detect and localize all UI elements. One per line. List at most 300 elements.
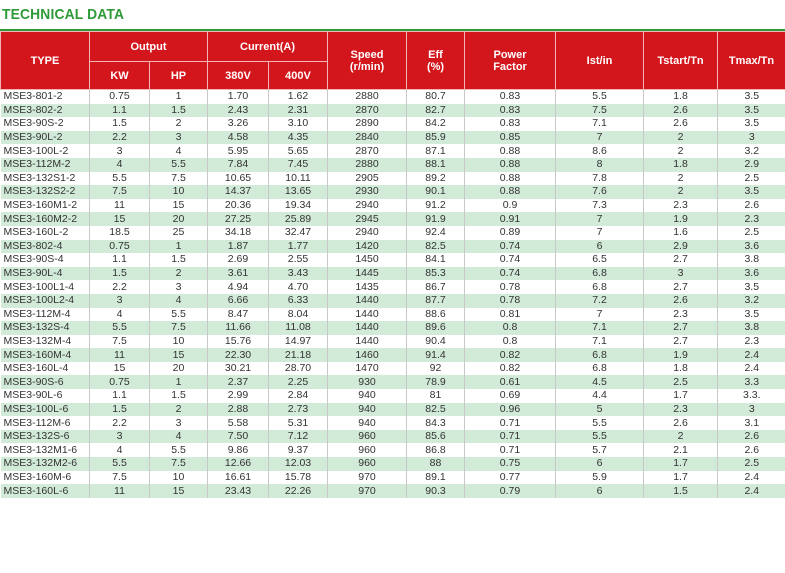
cell-speed: 2870 [328, 104, 407, 118]
cell-ist: 7.5 [556, 104, 644, 118]
cell-type: MSE3-132S-6 [1, 430, 90, 444]
cell-tstart: 1.9 [644, 212, 718, 226]
cell-current-400v: 3.10 [269, 117, 328, 131]
header-eff-line1: Eff [428, 48, 443, 61]
cell-current-380v: 4.58 [208, 131, 269, 145]
cell-current-380v: 2.88 [208, 403, 269, 417]
cell-power-factor: 0.89 [465, 226, 556, 240]
cell-tstart: 1.9 [644, 348, 718, 362]
cell-hp: 3 [150, 131, 208, 145]
cell-tmax: 2.5 [718, 457, 785, 471]
cell-hp: 25 [150, 226, 208, 240]
cell-current-380v: 7.50 [208, 430, 269, 444]
cell-current-380v: 2.37 [208, 375, 269, 389]
header-speed-line2: (r/min) [349, 60, 385, 73]
cell-ist: 4.5 [556, 375, 644, 389]
cell-power-factor: 0.78 [465, 280, 556, 294]
cell-tmax: 3.3 [718, 375, 785, 389]
cell-hp: 3 [150, 280, 208, 294]
cell-hp: 1 [150, 90, 208, 104]
cell-type: MSE3-112M-6 [1, 416, 90, 430]
cell-tmax: 3.5 [718, 308, 785, 322]
cell-tmax: 3.3. [718, 389, 785, 403]
cell-eff: 80.7 [407, 90, 465, 104]
cell-hp: 1.5 [150, 253, 208, 267]
header-output: Output [90, 32, 208, 62]
cell-hp: 7.5 [150, 321, 208, 335]
cell-ist: 7.2 [556, 294, 644, 308]
cell-tmax: 3.5 [718, 117, 785, 131]
cell-tstart: 1.7 [644, 471, 718, 485]
cell-ist: 5 [556, 403, 644, 417]
cell-kw: 1.5 [90, 267, 150, 281]
header-kw: KW [90, 62, 150, 90]
cell-ist: 6.8 [556, 280, 644, 294]
cell-power-factor: 0.83 [465, 90, 556, 104]
cell-tstart: 2.1 [644, 443, 718, 457]
cell-kw: 18.5 [90, 226, 150, 240]
cell-tmax: 3.8 [718, 253, 785, 267]
cell-hp: 4 [150, 294, 208, 308]
cell-power-factor: 0.78 [465, 294, 556, 308]
cell-tstart: 2 [644, 185, 718, 199]
cell-power-factor: 0.82 [465, 348, 556, 362]
cell-tstart: 1.7 [644, 389, 718, 403]
cell-eff: 90.1 [407, 185, 465, 199]
cell-ist: 7.1 [556, 321, 644, 335]
cell-speed: 940 [328, 389, 407, 403]
cell-type: MSE3-112M-4 [1, 308, 90, 322]
cell-ist: 7.1 [556, 335, 644, 349]
header-eff-line2: (%) [426, 60, 445, 73]
cell-hp: 2 [150, 267, 208, 281]
cell-power-factor: 0.88 [465, 158, 556, 172]
table-row [1, 185, 785, 199]
cell-current-380v: 3.26 [208, 117, 269, 131]
cell-speed: 2880 [328, 90, 407, 104]
cell-eff: 89.6 [407, 321, 465, 335]
cell-speed: 1420 [328, 240, 407, 254]
cell-current-380v: 14.37 [208, 185, 269, 199]
cell-speed: 940 [328, 403, 407, 417]
table-row [1, 144, 785, 158]
cell-hp: 2 [150, 403, 208, 417]
cell-speed: 1450 [328, 253, 407, 267]
cell-kw: 5.5 [90, 321, 150, 335]
cell-type: MSE3-100L1-4 [1, 280, 90, 294]
cell-eff: 85.6 [407, 430, 465, 444]
cell-hp: 5.5 [150, 443, 208, 457]
cell-current-380v: 34.18 [208, 226, 269, 240]
cell-current-380v: 23.43 [208, 484, 269, 498]
cell-current-400v: 3.43 [269, 267, 328, 281]
table-row [1, 321, 785, 335]
cell-power-factor: 0.81 [465, 308, 556, 322]
table-row [1, 117, 785, 131]
cell-speed: 1460 [328, 348, 407, 362]
cell-current-400v: 2.25 [269, 375, 328, 389]
cell-speed: 1440 [328, 308, 407, 322]
table-row [1, 308, 785, 322]
cell-type: MSE3-160L-2 [1, 226, 90, 240]
cell-kw: 5.5 [90, 457, 150, 471]
cell-hp: 10 [150, 335, 208, 349]
cell-power-factor: 0.83 [465, 117, 556, 131]
cell-tmax: 3 [718, 131, 785, 145]
cell-tstart: 2.6 [644, 104, 718, 118]
cell-current-400v: 1.62 [269, 90, 328, 104]
cell-eff: 85.9 [407, 131, 465, 145]
cell-ist: 5.5 [556, 416, 644, 430]
cell-hp: 15 [150, 199, 208, 213]
cell-ist: 7 [556, 226, 644, 240]
cell-speed: 2890 [328, 117, 407, 131]
cell-speed: 1440 [328, 321, 407, 335]
header-type: TYPE [1, 32, 90, 90]
cell-eff: 89.1 [407, 471, 465, 485]
cell-tstart: 2.7 [644, 321, 718, 335]
cell-power-factor: 0.69 [465, 389, 556, 403]
cell-kw: 0.75 [90, 90, 150, 104]
cell-power-factor: 0.74 [465, 253, 556, 267]
cell-kw: 1.1 [90, 104, 150, 118]
cell-hp: 1.5 [150, 389, 208, 403]
cell-eff: 81 [407, 389, 465, 403]
cell-eff: 89.2 [407, 172, 465, 186]
cell-current-400v: 19.34 [269, 199, 328, 213]
header-400v: 400V [269, 62, 328, 90]
cell-power-factor: 0.88 [465, 185, 556, 199]
cell-power-factor: 0.8 [465, 335, 556, 349]
cell-kw: 1.5 [90, 117, 150, 131]
cell-speed: 2940 [328, 199, 407, 213]
cell-tmax: 3.5 [718, 104, 785, 118]
cell-current-400v: 22.26 [269, 484, 328, 498]
cell-kw: 3 [90, 294, 150, 308]
header-tstart: Tstart/Tn [644, 32, 718, 90]
cell-tstart: 1.7 [644, 457, 718, 471]
cell-tmax: 3.2 [718, 144, 785, 158]
cell-speed: 960 [328, 457, 407, 471]
cell-eff: 91.2 [407, 199, 465, 213]
cell-ist: 7.8 [556, 172, 644, 186]
cell-speed: 1470 [328, 362, 407, 376]
cell-type: MSE3-90L-2 [1, 131, 90, 145]
table-row [1, 484, 785, 498]
table-row [1, 430, 785, 444]
cell-current-400v: 32.47 [269, 226, 328, 240]
cell-current-380v: 2.43 [208, 104, 269, 118]
table-row [1, 226, 785, 240]
cell-current-400v: 14.97 [269, 335, 328, 349]
cell-eff: 87.1 [407, 144, 465, 158]
cell-current-400v: 2.73 [269, 403, 328, 417]
cell-ist: 6.8 [556, 267, 644, 281]
cell-speed: 2880 [328, 158, 407, 172]
header-pf-line2: Factor [493, 60, 527, 73]
cell-hp: 2 [150, 117, 208, 131]
cell-hp: 10 [150, 471, 208, 485]
cell-tstart: 1.8 [644, 362, 718, 376]
cell-current-400v: 25.89 [269, 212, 328, 226]
cell-current-380v: 12.66 [208, 457, 269, 471]
cell-hp: 20 [150, 362, 208, 376]
cell-eff: 88.6 [407, 308, 465, 322]
cell-current-400v: 1.77 [269, 240, 328, 254]
cell-ist: 7.3 [556, 199, 644, 213]
cell-ist: 7.6 [556, 185, 644, 199]
table-row [1, 131, 785, 145]
cell-type: MSE3-90S-4 [1, 253, 90, 267]
cell-kw: 11 [90, 484, 150, 498]
cell-tmax: 3.5 [718, 90, 785, 104]
table-row [1, 104, 785, 118]
cell-kw: 1.1 [90, 389, 150, 403]
cell-tmax: 2.6 [718, 199, 785, 213]
cell-eff: 82.7 [407, 104, 465, 118]
header-380v: 380V [208, 62, 269, 90]
cell-hp: 3 [150, 416, 208, 430]
cell-eff: 86.7 [407, 280, 465, 294]
cell-tstart: 3 [644, 267, 718, 281]
cell-ist: 7 [556, 131, 644, 145]
cell-current-400v: 2.55 [269, 253, 328, 267]
cell-speed: 970 [328, 471, 407, 485]
cell-speed: 2840 [328, 131, 407, 145]
cell-kw: 3 [90, 144, 150, 158]
cell-tmax: 2.6 [718, 430, 785, 444]
cell-kw: 0.75 [90, 375, 150, 389]
cell-current-400v: 4.35 [269, 131, 328, 145]
cell-speed: 1445 [328, 267, 407, 281]
table-row [1, 403, 785, 417]
cell-tmax: 2.9 [718, 158, 785, 172]
cell-tmax: 2.3 [718, 335, 785, 349]
cell-current-380v: 16.61 [208, 471, 269, 485]
cell-tstart: 2.6 [644, 294, 718, 308]
table-row [1, 348, 785, 362]
header-power-factor [465, 32, 556, 90]
cell-power-factor: 0.82 [465, 362, 556, 376]
cell-tstart: 1.5 [644, 484, 718, 498]
cell-hp: 7.5 [150, 172, 208, 186]
cell-current-380v: 20.36 [208, 199, 269, 213]
cell-kw: 4 [90, 158, 150, 172]
cell-kw: 7.5 [90, 185, 150, 199]
table-row [1, 443, 785, 457]
cell-current-380v: 10.65 [208, 172, 269, 186]
cell-tstart: 2.3 [644, 308, 718, 322]
cell-power-factor: 0.96 [465, 403, 556, 417]
cell-power-factor: 0.88 [465, 172, 556, 186]
cell-type: MSE3-160L-6 [1, 484, 90, 498]
cell-current-380v: 1.70 [208, 90, 269, 104]
cell-eff: 90.4 [407, 335, 465, 349]
cell-tmax: 2.4 [718, 348, 785, 362]
cell-type: MSE3-90L-6 [1, 389, 90, 403]
cell-type: MSE3-90S-2 [1, 117, 90, 131]
cell-tmax: 2.4 [718, 484, 785, 498]
cell-tstart: 2.3 [644, 199, 718, 213]
cell-hp: 15 [150, 484, 208, 498]
cell-type: MSE3-90S-6 [1, 375, 90, 389]
cell-type: MSE3-802-2 [1, 104, 90, 118]
cell-current-380v: 5.95 [208, 144, 269, 158]
cell-current-380v: 2.99 [208, 389, 269, 403]
cell-current-380v: 22.30 [208, 348, 269, 362]
cell-speed: 930 [328, 375, 407, 389]
cell-current-380v: 1.87 [208, 240, 269, 254]
table-row [1, 335, 785, 349]
cell-current-400v: 2.31 [269, 104, 328, 118]
cell-hp: 20 [150, 212, 208, 226]
cell-kw: 5.5 [90, 172, 150, 186]
cell-hp: 4 [150, 144, 208, 158]
cell-speed: 960 [328, 443, 407, 457]
cell-eff: 91.9 [407, 212, 465, 226]
cell-ist: 5.5 [556, 430, 644, 444]
cell-current-400v: 15.78 [269, 471, 328, 485]
table-row [1, 294, 785, 308]
cell-current-400v: 28.70 [269, 362, 328, 376]
table-row [1, 199, 785, 213]
cell-ist: 8.6 [556, 144, 644, 158]
header-tmax: Tmax/Tn [718, 32, 785, 90]
cell-hp: 10 [150, 185, 208, 199]
cell-power-factor: 0.77 [465, 471, 556, 485]
cell-ist: 6 [556, 484, 644, 498]
cell-kw: 4 [90, 443, 150, 457]
cell-kw: 7.5 [90, 335, 150, 349]
cell-type: MSE3-112M-2 [1, 158, 90, 172]
cell-tstart: 1.8 [644, 158, 718, 172]
cell-eff: 84.2 [407, 117, 465, 131]
cell-speed: 2940 [328, 226, 407, 240]
cell-type: MSE3-132M2-6 [1, 457, 90, 471]
cell-tmax: 2.6 [718, 443, 785, 457]
cell-hp: 7.5 [150, 457, 208, 471]
cell-power-factor: 0.75 [465, 457, 556, 471]
table-row [1, 362, 785, 376]
cell-hp: 15 [150, 348, 208, 362]
header-ist: Ist/in [556, 32, 644, 90]
cell-tstart: 2.7 [644, 335, 718, 349]
cell-ist: 4.4 [556, 389, 644, 403]
table-row [1, 471, 785, 485]
cell-ist: 7 [556, 212, 644, 226]
cell-power-factor: 0.8 [465, 321, 556, 335]
cell-tstart: 2 [644, 172, 718, 186]
cell-speed: 2945 [328, 212, 407, 226]
cell-tstart: 2.3 [644, 403, 718, 417]
cell-tstart: 1.8 [644, 90, 718, 104]
cell-tstart: 2 [644, 430, 718, 444]
table-row [1, 253, 785, 267]
cell-eff: 88 [407, 457, 465, 471]
cell-hp: 5.5 [150, 158, 208, 172]
header-eff [407, 32, 465, 90]
cell-speed: 2870 [328, 144, 407, 158]
cell-eff: 92.4 [407, 226, 465, 240]
cell-ist: 8 [556, 158, 644, 172]
cell-ist: 6.8 [556, 362, 644, 376]
cell-tstart: 2.7 [644, 253, 718, 267]
cell-power-factor: 0.9 [465, 199, 556, 213]
cell-current-400v: 6.33 [269, 294, 328, 308]
cell-tmax: 2.4 [718, 471, 785, 485]
cell-hp: 4 [150, 430, 208, 444]
cell-current-400v: 21.18 [269, 348, 328, 362]
cell-speed: 1440 [328, 294, 407, 308]
cell-type: MSE3-100L-2 [1, 144, 90, 158]
cell-type: MSE3-160M2-2 [1, 212, 90, 226]
table-row [1, 212, 785, 226]
cell-tstart: 2.6 [644, 117, 718, 131]
cell-power-factor: 0.79 [465, 484, 556, 498]
cell-current-380v: 4.94 [208, 280, 269, 294]
cell-eff: 91.4 [407, 348, 465, 362]
cell-type: MSE3-90L-4 [1, 267, 90, 281]
cell-power-factor: 0.88 [465, 144, 556, 158]
cell-power-factor: 0.91 [465, 212, 556, 226]
cell-tmax: 3.8 [718, 321, 785, 335]
cell-ist: 5.9 [556, 471, 644, 485]
page-title: TECHNICAL DATA [2, 6, 125, 23]
cell-power-factor: 0.74 [465, 267, 556, 281]
table-row [1, 172, 785, 186]
cell-current-380v: 9.86 [208, 443, 269, 457]
cell-ist: 7.1 [556, 117, 644, 131]
cell-tstart: 2 [644, 144, 718, 158]
table-row [1, 280, 785, 294]
cell-kw: 2.2 [90, 131, 150, 145]
header-pf-line1: Power [493, 48, 527, 61]
cell-current-380v: 6.66 [208, 294, 269, 308]
cell-type: MSE3-802-4 [1, 240, 90, 254]
header-speed-line1: Speed [350, 48, 384, 61]
cell-type: MSE3-132M1-6 [1, 443, 90, 457]
cell-eff: 87.7 [407, 294, 465, 308]
cell-eff: 85.3 [407, 267, 465, 281]
cell-kw: 11 [90, 199, 150, 213]
cell-speed: 940 [328, 416, 407, 430]
cell-tmax: 3.6 [718, 240, 785, 254]
cell-ist: 6 [556, 240, 644, 254]
cell-type: MSE3-160M-6 [1, 471, 90, 485]
cell-power-factor: 0.83 [465, 104, 556, 118]
cell-tstart: 2.7 [644, 280, 718, 294]
cell-current-400v: 8.04 [269, 308, 328, 322]
cell-ist: 5.5 [556, 90, 644, 104]
cell-type: MSE3-801-2 [1, 90, 90, 104]
cell-ist: 5.7 [556, 443, 644, 457]
cell-current-380v: 15.76 [208, 335, 269, 349]
table-row [1, 389, 785, 403]
cell-power-factor: 0.61 [465, 375, 556, 389]
cell-current-400v: 5.65 [269, 144, 328, 158]
cell-type: MSE3-132M-4 [1, 335, 90, 349]
cell-tmax: 3.5 [718, 185, 785, 199]
cell-power-factor: 0.71 [465, 416, 556, 430]
cell-kw: 15 [90, 212, 150, 226]
cell-tstart: 2 [644, 131, 718, 145]
header-speed [328, 32, 407, 90]
cell-tmax: 2.5 [718, 172, 785, 186]
cell-kw: 4 [90, 308, 150, 322]
cell-tstart: 2.9 [644, 240, 718, 254]
cell-eff: 82.5 [407, 403, 465, 417]
cell-type: MSE3-132S2-2 [1, 185, 90, 199]
